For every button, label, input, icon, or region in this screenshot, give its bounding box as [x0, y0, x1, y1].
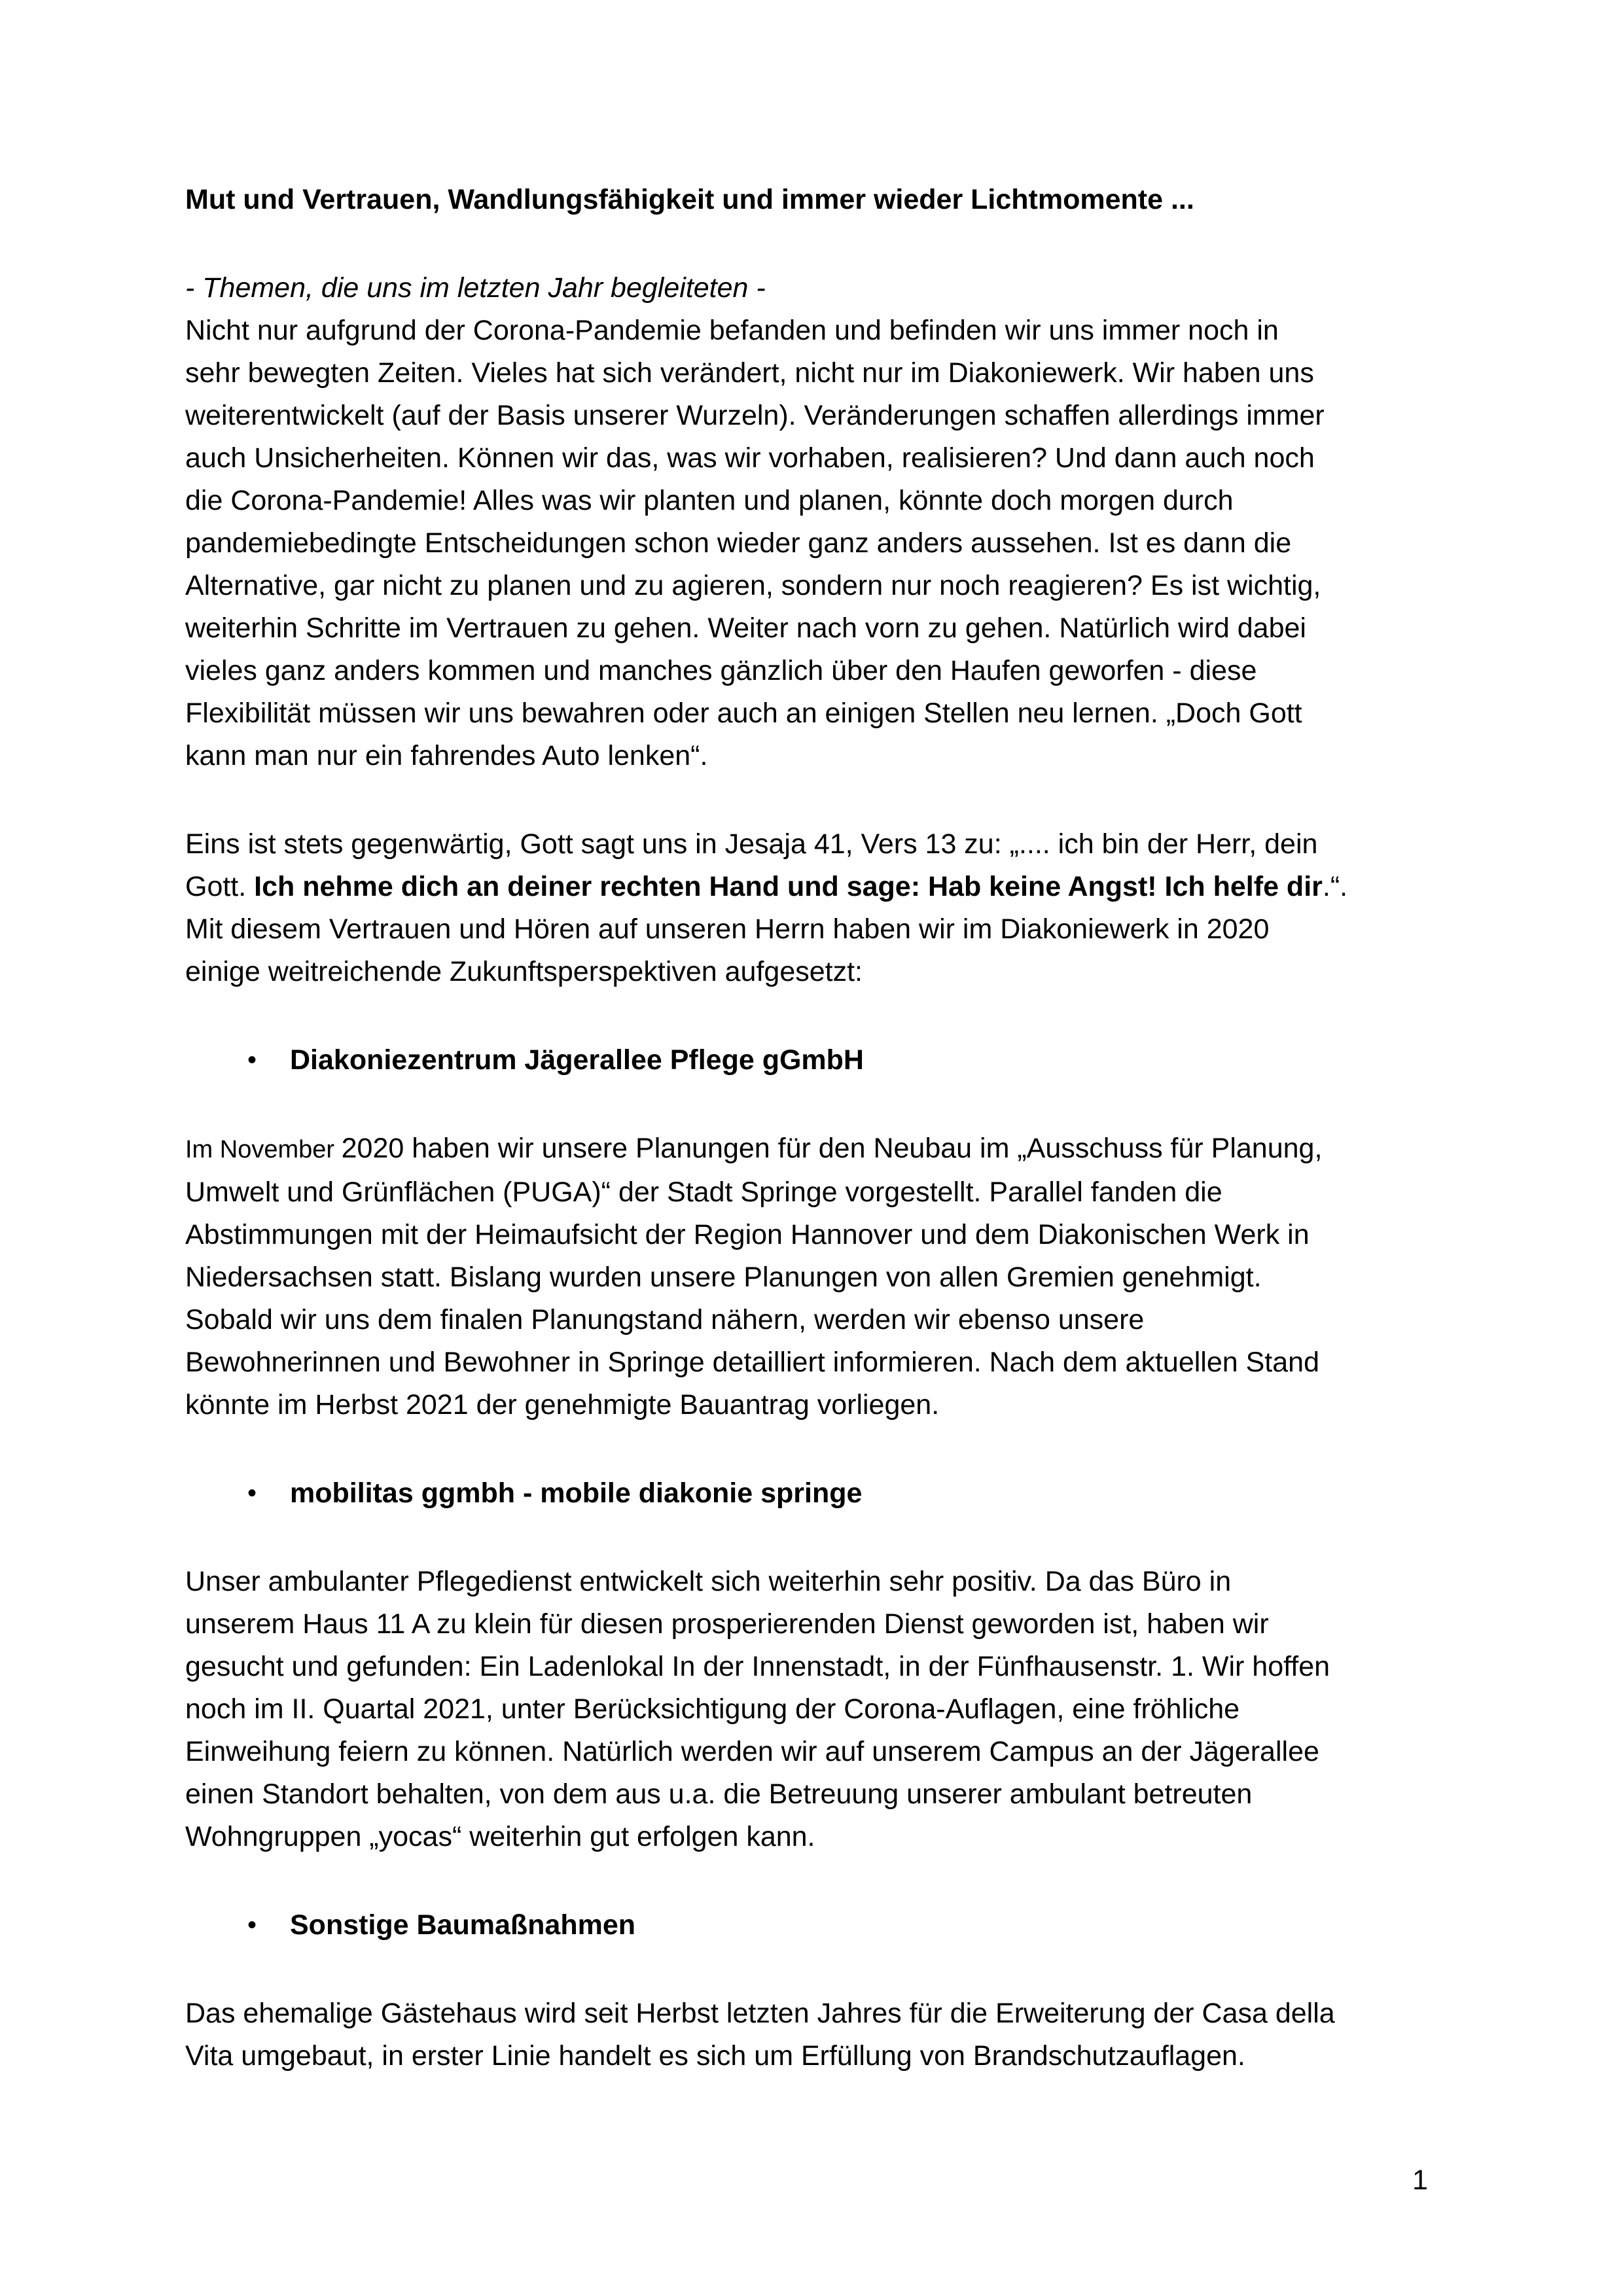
text-segment: unserem Haus 11 A zu klein für diesen prosperierenden Dienst geworden ist, haben wir: [185, 1608, 1269, 1640]
text-segment: .“.: [1322, 871, 1348, 902]
text-line: [185, 395, 1445, 437]
text-segment: die Corona-Pandemie! Alles was wir planten und planen, könnte doch morgen durch: [185, 485, 1234, 516]
bullet-item: [185, 1039, 1445, 1082]
text-segment: Mut und Vertrauen, Wandlungsfähigkeit und immer wieder Lichtmomente ...: [185, 184, 1194, 215]
text-line: [185, 1171, 1445, 1214]
text-line: [290, 1904, 1445, 1947]
text-segment: pandemiebedingte Entscheidungen schon wieder ganz anders aussehen. Ist es dann die: [185, 527, 1292, 559]
text-segment: sehr bewegten Zeiten. Vieles hat sich verändert, nicht nur im Diakoniewerk. Wir haben uns: [185, 357, 1314, 389]
text-segment: könnte im Herbst 2021 der genehmigte Bauantrag vorliegen.: [185, 1389, 940, 1421]
paragraph: [185, 1127, 1445, 1426]
text-line: [185, 352, 1445, 395]
text-line: [290, 1472, 1445, 1515]
text-line: [185, 1773, 1445, 1816]
text-segment: Umwelt und Grünflächen (PUGA)“ der Stadt Springe vorgestellt. Parallel fanden die: [185, 1176, 1222, 1208]
text-segment: Bewohnerinnen und Bewohner in Springe detailliert informieren. Nach dem aktuellen Stand: [185, 1347, 1319, 1378]
text-segment: Alternative, gar nicht zu planen und zu agieren, sondern nur noch reagieren? Es ist wichtig,: [185, 570, 1321, 601]
text-segment: Sobald wir uns dem finalen Planungstand nähern, werden wir ebenso unsere: [185, 1304, 1145, 1335]
text-line: [185, 267, 1445, 309]
text-line: [185, 1561, 1445, 1603]
text-segment: Diakoniezentrum Jägerallee Pflege gGmbH: [290, 1044, 864, 1076]
paragraph: [185, 1992, 1445, 2077]
text-segment: 2020 haben wir unsere Planungen für den Neubau im „Ausschuss für Planung,: [341, 1133, 1323, 1164]
text-segment: Mit diesem Vertrauen und Hören auf unseren Herrn haben wir im Diakoniewerk in 2020: [185, 913, 1270, 945]
text-line: [185, 437, 1445, 480]
text-segment: Unser ambulanter Pflegedienst entwickelt sich weiterhin sehr positiv. Da das Büro in: [185, 1566, 1232, 1597]
text-line: [185, 309, 1445, 352]
text-segment: einen Standort behalten, von dem aus u.a. die Betreuung unserer ambulant betreuten: [185, 1778, 1253, 1810]
bullet-item: [185, 1904, 1445, 1947]
text-segment: kann man nur ein fahrendes Auto lenken“.: [185, 740, 708, 771]
text-segment: auch Unsicherheiten. Können wir das, was wir vorhaben, realisieren? Und dann auch noch: [185, 442, 1315, 474]
text-line: [185, 951, 1445, 993]
text-segment: Vita umgebaut, in erster Linie handelt es sich um Erfüllung von Brandschutzauflagen.: [185, 2040, 1245, 2072]
text-segment: Niedersachsen statt. Bislang wurden unsere Planungen von allen Gremien genehmigt.: [185, 1262, 1262, 1293]
text-line: [185, 1603, 1445, 1646]
text-line: [290, 1039, 1445, 1082]
text-segment: Ich nehme dich an deiner rechten Hand und sage: Hab keine Angst! Ich helfe dir: [254, 871, 1323, 902]
page-number: 1: [1412, 2164, 1428, 2196]
text-line: [185, 650, 1445, 692]
text-segment: Abstimmungen mit der Heimaufsicht der Region Hannover und dem Diakonischen Werk in: [185, 1219, 1310, 1250]
text-line: [185, 692, 1445, 735]
text-segment: noch im II. Quartal 2021, unter Berücksichtigung der Corona-Auflagen, eine fröhliche: [185, 1693, 1240, 1725]
text-segment: Im November: [185, 1136, 342, 1163]
document-content: [185, 179, 1445, 2123]
text-segment: Eins ist stets gegenwärtig, Gott sagt uns in Jesaja 41, Vers 13 zu: „.... ich bin der Herr, dein: [185, 828, 1318, 860]
paragraph: [185, 1561, 1445, 1858]
text-line: [185, 565, 1445, 607]
text-segment: einige weitreichende Zukunftsperspektiven aufgesetzt:: [185, 956, 863, 987]
text-line: [185, 1127, 1445, 1171]
text-segment: Wohngruppen „yocas“ weiterhin gut erfolgen kann.: [185, 1821, 815, 1852]
text-segment: mobilitas ggmbh - mobile diakonie springe: [290, 1477, 863, 1509]
text-segment: - Themen, die uns im letzten Jahr begleiteten -: [185, 272, 766, 304]
text-line: [185, 1256, 1445, 1299]
text-line: [185, 522, 1445, 565]
bullet-icon: •: [247, 1911, 257, 1939]
bullet-item: [185, 1472, 1445, 1515]
text-segment: weiterhin Schritte im Vertrauen zu gehen. Weiter nach vorn zu gehen. Natürlich wird dabei: [185, 612, 1306, 644]
text-segment: vieles ganz anders kommen und manches gänzlich über den Haufen geworfen - diese: [185, 655, 1257, 686]
text-segment: Flexibilität müssen wir uns bewahren oder auch an einigen Stellen neu lernen. „Doch Gott: [185, 698, 1302, 729]
paragraph: [185, 267, 1445, 777]
text-segment: weiterentwickelt (auf der Basis unserer Wurzeln). Veränderungen schaffen allerdings immer: [185, 400, 1325, 431]
text-segment: Das ehemalige Gästehaus wird seit Herbst letzten Jahres für die Erweiterung der Casa della: [185, 1998, 1335, 2029]
text-line: [185, 1646, 1445, 1688]
text-line: [185, 1816, 1445, 1858]
bullet-icon: •: [247, 1046, 257, 1074]
text-line: [185, 480, 1445, 522]
document-title: [185, 179, 1445, 221]
text-segment: Sonstige Baumaßnahmen: [290, 1909, 636, 1941]
text-line: [185, 179, 1445, 221]
text-line: [185, 1214, 1445, 1256]
text-line: [185, 1688, 1445, 1731]
text-line: [185, 607, 1445, 650]
text-segment: Nicht nur aufgrund der Corona-Pandemie befanden und befinden wir uns immer noch in: [185, 315, 1279, 346]
text-line: [185, 735, 1445, 777]
text-segment: Einweihung feiern zu können. Natürlich werden wir auf unserem Campus an der Jägerallee: [185, 1736, 1319, 1767]
text-line: [185, 2035, 1445, 2077]
text-segment: gesucht und gefunden: Ein Ladenlokal In der Innenstadt, in der Fünfhausenstr. 1. Wir hoffen: [185, 1651, 1330, 1682]
text-line: [185, 1992, 1445, 2035]
text-line: [185, 823, 1445, 866]
text-line: [185, 866, 1445, 908]
text-line: [185, 1341, 1445, 1384]
bullet-icon: •: [247, 1479, 257, 1508]
text-line: [185, 1384, 1445, 1426]
text-line: [185, 1731, 1445, 1773]
text-line: [185, 908, 1445, 951]
text-line: [185, 1299, 1445, 1341]
paragraph: [185, 823, 1445, 993]
text-segment: Gott.: [185, 871, 255, 902]
